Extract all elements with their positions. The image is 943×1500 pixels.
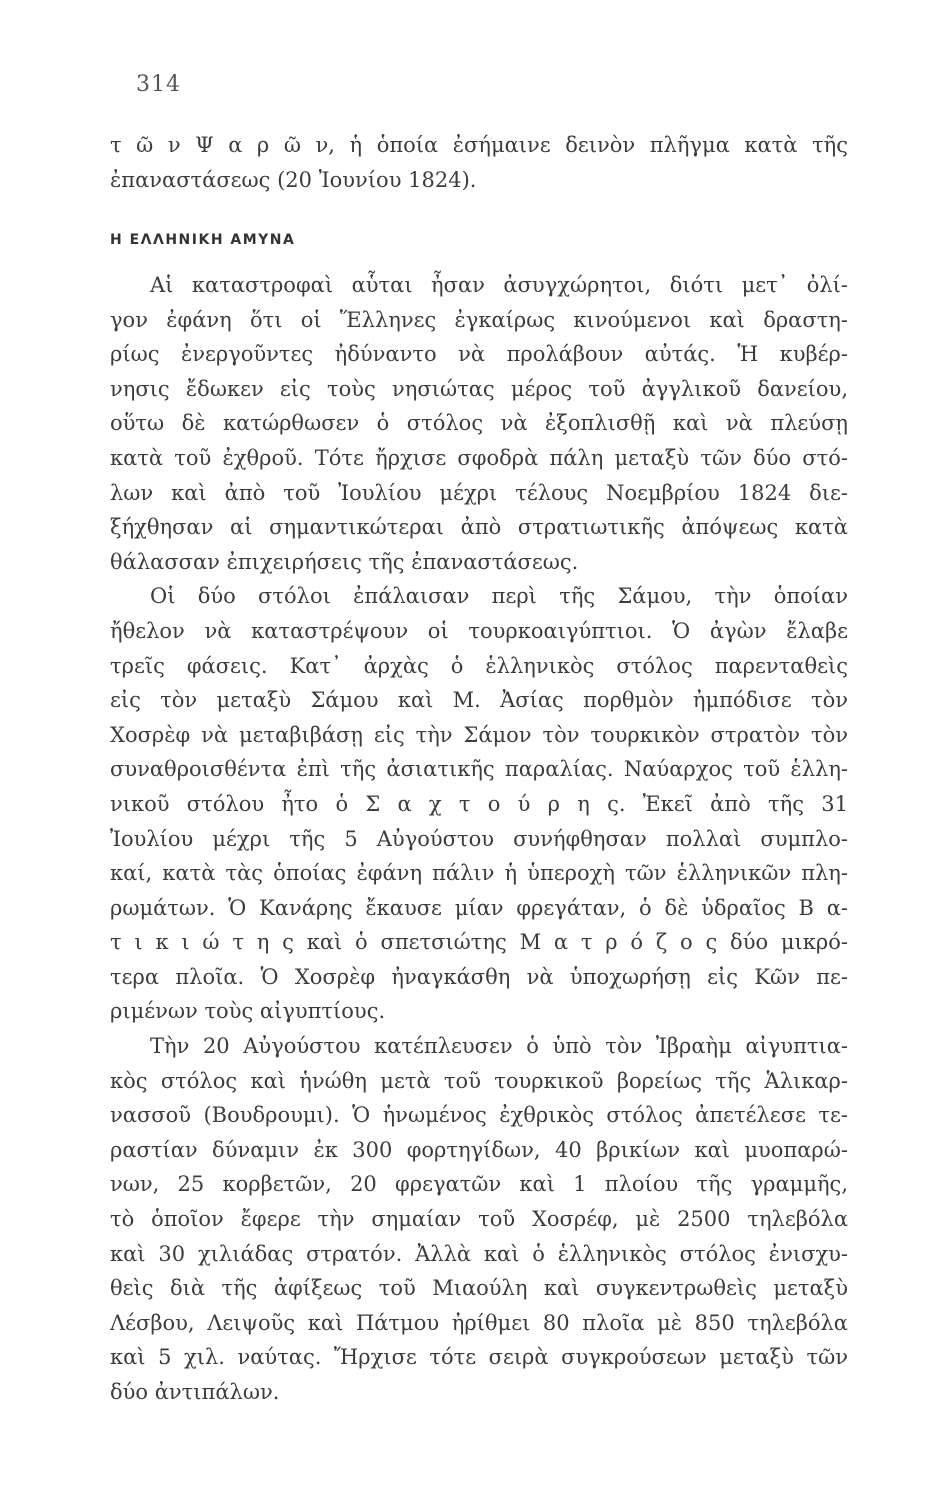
text-line: τρεῖς φάσεις. Κατ᾽ ἀρχὰς ὁ ἑλληνικὸς στόλος παρενταθεὶς [110,653,848,678]
text-line: νασσοῦ (Βουδρουμι). Ὁ ἡνωμένος ἐχθρικὸς στόλος ἀπετέλεσε τε- [110,1103,848,1128]
text-line: ἤθελον νὰ καταστρέψουν οἱ τουρκοαιγύπτιοι. Ὁ ἀγὼν ἔλαβε [110,618,848,643]
text-line: νησις ἔδωκεν εἰς τοὺς νησιώτας μέρος τοῦ ἀγγλικοῦ δανείου, [110,376,848,401]
text-line: Τὴν 20 Αὐγούστου κατέπλευσεν ὁ ὑπὸ τὸν Ἰβραὴμ αἰγυπτια- [150,1034,848,1059]
text-line: γον ἐφάνη ὅτι οἱ Ἕλληνες ἐγκαίρως κινούμενοι καὶ δραστη- [110,307,848,332]
text-line: θάλασσαν ἐπιχειρήσεις τῆς ἐπαναστάσεως. [110,549,579,574]
text-line: ξήχθησαν αἱ σημαντικώτεραι ἀπὸ στρατιωτικῆς ἀπόψεως κατὰ [110,515,848,540]
text-line: τ ι κ ι ώ τ η ς καὶ ὁ σπετσιώτης Μ α τ ρ ό ζ ο ς δύο μικρό- [110,930,848,955]
section-heading: Η ΕΛΛΗΝΙΚΗ ΑΜΥΝΑ [110,232,296,248]
text-line: Ἰουλίου μέχρι τῆς 5 Αὐγούστου συνήφθησαν πολλαὶ συμπλο- [110,826,848,851]
text-line: κατὰ τοῦ ἐχθροῦ. Τότε ἤρχισε σφοδρὰ πάλη μεταξὺ τῶν δύο στό- [110,445,848,470]
text-line: ριμένων τοὺς αἰγυπτίους. [110,999,386,1024]
text-line: δύο ἀντιπάλων. [110,1380,280,1404]
text-line: εἰς τὸν μεταξὺ Σάμου καὶ Μ. Ἀσίας πορθμὸν ἠμπόδισε τὸν [110,688,848,713]
text-line: Χοσρὲφ νὰ μεταβιβάσῃ εἰς τὴν Σάμον τὸν τουρκικὸν στρατὸν τὸν [110,722,848,747]
text-line: οὕτω δὲ κατώρθωσεν ὁ στόλος νὰ ἐξοπλισθῇ καὶ νὰ πλεύσῃ [110,411,848,436]
page-number: 314 [136,72,181,97]
text-line: θεὶς διὰ τῆς ἀφίξεως τοῦ Μιαούλη καὶ συγκεντρωθεὶς μεταξὺ [110,1276,848,1301]
text-line: καὶ 30 χιλιάδας στρατόν. Ἀλλὰ καὶ ὁ ἑλληνικὸς στόλος ἐνισχυ- [110,1241,848,1266]
text-line: Οἱ δύο στόλοι ἐπάλαισαν περὶ τῆς Σάμου, τὴν ὁποίαν [150,584,848,609]
text-line: ἐπαναστάσεως (20 Ἰουνίου 1824). [110,167,477,192]
text-line: καὶ 5 χιλ. ναύτας. Ἤρχισε τότε σειρὰ συγκρούσεων μεταξὺ τῶν [110,1345,848,1370]
text-line: νικοῦ στόλου ἦτο ὁ Σ α χ τ ο ύ ρ η ς. Ἐκεῖ ἀπὸ τῆς 31 [110,791,848,816]
intro-paragraph [110,128,848,197]
text-line: νων, 25 κορβετῶν, 20 φρεγατῶν καὶ 1 πλοίου τῆς γραμμῆς, [110,1172,848,1197]
text-line: ρίως ἐνεργοῦντες ἠδύναντο νὰ προλάβουν αὐτάς. Ἡ κυβέρ- [110,342,848,367]
text-line: συναθροισθέντα ἐπὶ τῆς ἀσιατικῆς παραλίας. Ναύαρχος τοῦ ἑλλη- [110,757,848,782]
text-line: τερα πλοῖα. Ὁ Χοσρὲφ ἠναγκάσθη νὰ ὑποχωρήσῃ εἰς Κῶν πε- [110,964,848,989]
text-line: ραστίαν δύναμιν ἐκ 300 φορτηγίδων, 40 βρικίων καὶ μυοπαρώ- [110,1137,848,1162]
text-line: τ ῶ ν Ψ α ρ ῶ ν, ἡ ὁποία ἐσήμαινε δεινὸν πλῆγμα κατὰ τῆς [110,133,848,157]
text-line: τὸ ὁποῖον ἔφερε τὴν σημαίαν τοῦ Χοσρέφ, μὲ 2500 τηλεβόλα [110,1207,848,1232]
text-line: λων καὶ ἀπὸ τοῦ Ἰουλίου μέχρι τέλους Νοεμβρίου 1824 διε- [110,480,848,505]
text-line: Αἱ καταστροφαὶ αὗται ἦσαν ἀσυγχώρητοι, διότι μετ᾽ ὀλί- [150,273,848,297]
body-text [110,268,848,1410]
text-line: καί, κατὰ τὰς ὁποίας ἐφάνη πάλιν ἡ ὑπεροχὴ τῶν ἑλληνικῶν πλη- [110,861,848,886]
text-line: Λέσβου, Λειψοῦς καὶ Πάτμου ἠρίθμει 80 πλοῖα μὲ 850 τηλεβόλα [110,1310,848,1335]
text-line: ρωμάτων. Ὁ Κανάρης ἔκαυσε μίαν φρεγάταν, ὁ δὲ ὑδραῖος Β α- [110,895,848,920]
text-line: κὸς στόλος καὶ ἡνώθη μετὰ τοῦ τουρκικοῦ βορείως τῆς Ἁλικαρ- [110,1068,848,1093]
